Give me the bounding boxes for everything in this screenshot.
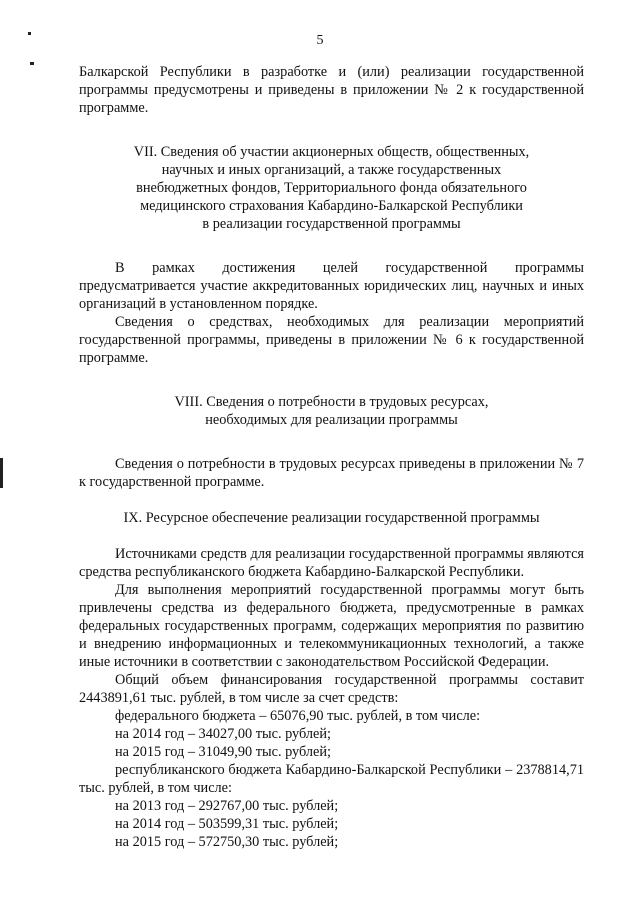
section-9-paragraph-2: Для выполнения мероприятий государственной программы могут быть привлечены средства из федерального бюджета, предусмотренные в рамках федеральных государственных программ, содержащих мероприятия по развитию и внедрению информационных и телекоммуникационных технологий, а также иные источники в соответствии с законодательством Российской Федерации. xyxy=(79,582,584,670)
section-7-heading xyxy=(79,143,584,233)
section-7-paragraph-1: В рамках достижения целей государственной программы предусматривается участие аккредитованных юридических лиц, научных и иных организаций в установленном порядке. xyxy=(79,260,584,312)
republic-year-item: на 2013 год – 292767,00 тыс. рублей; xyxy=(115,798,339,814)
heading-line: научных и иных организаций, а также государственных xyxy=(161,162,502,178)
intro-paragraph: Балкарской Республики в разработке и (или) реализации государственной программы предусмотрены и приведены в приложении № 2 к государственной программе. xyxy=(79,64,584,116)
section-8-heading xyxy=(79,393,584,429)
republic-year-item: на 2015 год – 572750,30 тыс. рублей; xyxy=(115,834,339,850)
section-9-heading: IX. Ресурсное обеспечение реализации государственной программы xyxy=(123,510,540,526)
heading-line: VIII. Сведения о потребности в трудовых ресурсах, xyxy=(174,394,489,410)
federal-budget-total: федерального бюджета – 65076,90 тыс. рублей, в том числе: xyxy=(115,708,481,724)
scan-mark-mid xyxy=(30,62,34,65)
federal-year-item: на 2014 год – 34027,00 тыс. рублей; xyxy=(115,726,332,742)
scan-mark-edge xyxy=(0,458,3,488)
heading-line: внебюджетных фондов, Территориального фонда обязательного xyxy=(136,180,527,196)
page-content xyxy=(79,63,584,851)
section-8-paragraph-1: Сведения о потребности в трудовых ресурсах приведены в приложении № 7 к государственной программе. xyxy=(79,456,584,490)
heading-line: медицинского страхования Кабардино-Балкарской Республики xyxy=(140,198,523,214)
section-9-paragraph-1: Источниками средств для реализации государственной программы являются средства республиканского бюджета Кабардино-Балкарской Республики. xyxy=(79,546,584,580)
section-9-paragraph-3: Общий объем финансирования государственной программы составит 2443891,61 тыс. рублей, в том числе за счет средств: xyxy=(79,672,584,706)
federal-budget-line xyxy=(79,707,584,761)
republic-budget-total: республиканского бюджета Кабардино-Балкарской Республики – 2378814,71 тыс. рублей, в том числе: xyxy=(79,762,584,796)
section-7-paragraph-2: Сведения о средствах, необходимых для реализации мероприятий государственной программы, приведены в приложении № 6 к государственной программе. xyxy=(79,314,584,366)
heading-line: в реализации государственной программы xyxy=(202,216,461,232)
republic-budget-years xyxy=(79,797,584,851)
federal-year-item: на 2015 год – 31049,90 тыс. рублей; xyxy=(115,744,332,760)
heading-line: VII. Сведения об участии акционерных обществ, общественных, xyxy=(133,144,530,160)
page-number: 5 xyxy=(316,33,324,48)
heading-line: необходимых для реализации программы xyxy=(205,412,458,428)
republic-year-item: на 2014 год – 503599,31 тыс. рублей; xyxy=(115,816,339,832)
